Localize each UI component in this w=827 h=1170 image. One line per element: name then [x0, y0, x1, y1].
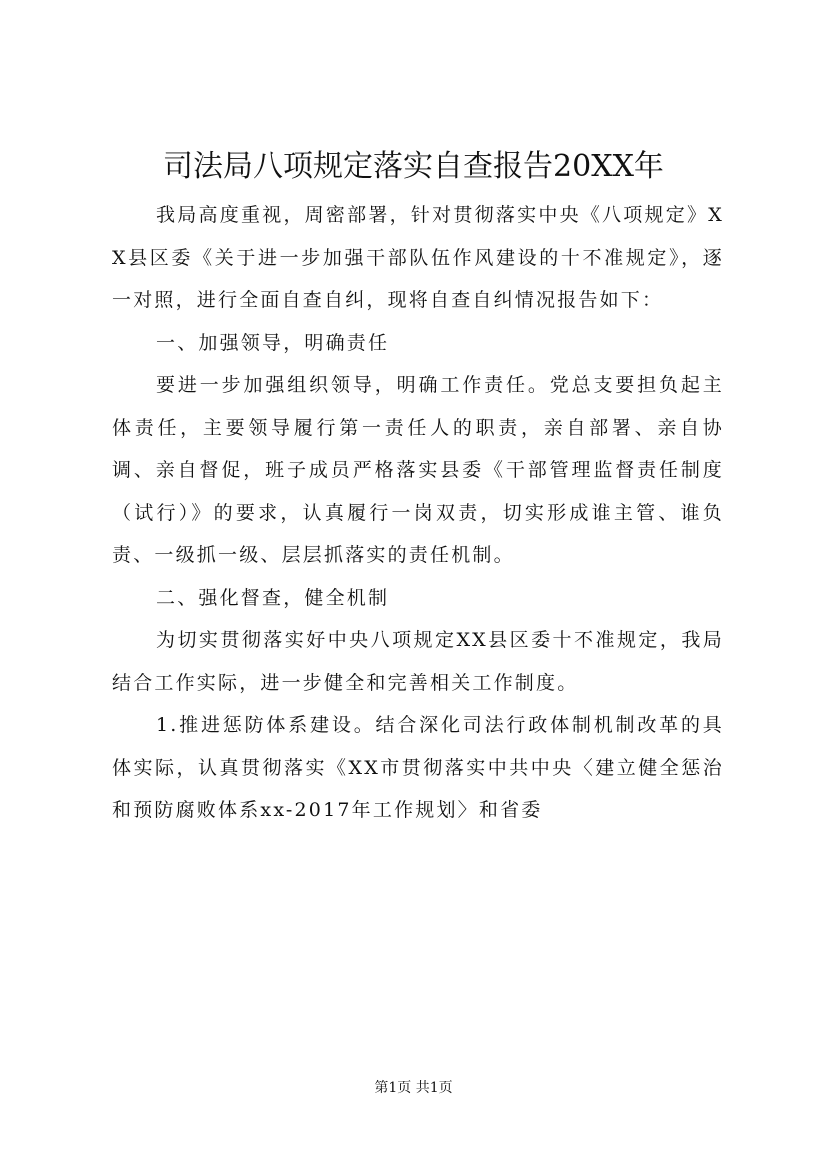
intro-paragraph: 我局高度重视，周密部署，针对贯彻落实中央《八项规定》XX县区委《关于进一步加强干部队伍作风建设的十不准规定》，逐一对照，进行全面自查自纠，现将自查自纠情况报告如下：: [112, 204, 724, 311]
page-footer: 第1页 共1页: [374, 1080, 453, 1096]
document-title: 司法局八项规定落实自查报告20XX年: [163, 149, 664, 184]
section-2-item-1: 1.推进惩防体系建设。结合深化司法行政体制机制改革的具体实际，认真贯彻落实《XX市贯彻落实中共中央〈建立健全惩治和预防腐败体系xx-2017年工作规划〉和省委: [112, 714, 724, 821]
section-2-paragraph: 为切实贯彻落实好中央八项规定XX县区委十不准规定，我局结合工作实际，进一步健全和完善相关工作制度。: [112, 629, 724, 694]
section-heading-2: 二、强化督查，健全机制: [156, 586, 390, 609]
document-body: [112, 194, 724, 832]
section-heading-1: 一、加强领导，明确责任: [156, 331, 390, 354]
section-1-paragraph: 要进一步加强组织领导，明确工作责任。党总支要担负起主体责任，主要领导履行第一责任人的职责，亲自部署、亲自协调、亲自督促，班子成员严格落实县委《干部管理监督责任制度（试行）》的要求，认真履行一岗双责，切实形成谁主管、谁负责、一级抓一级、层层抓落实的责任机制。: [112, 374, 724, 566]
